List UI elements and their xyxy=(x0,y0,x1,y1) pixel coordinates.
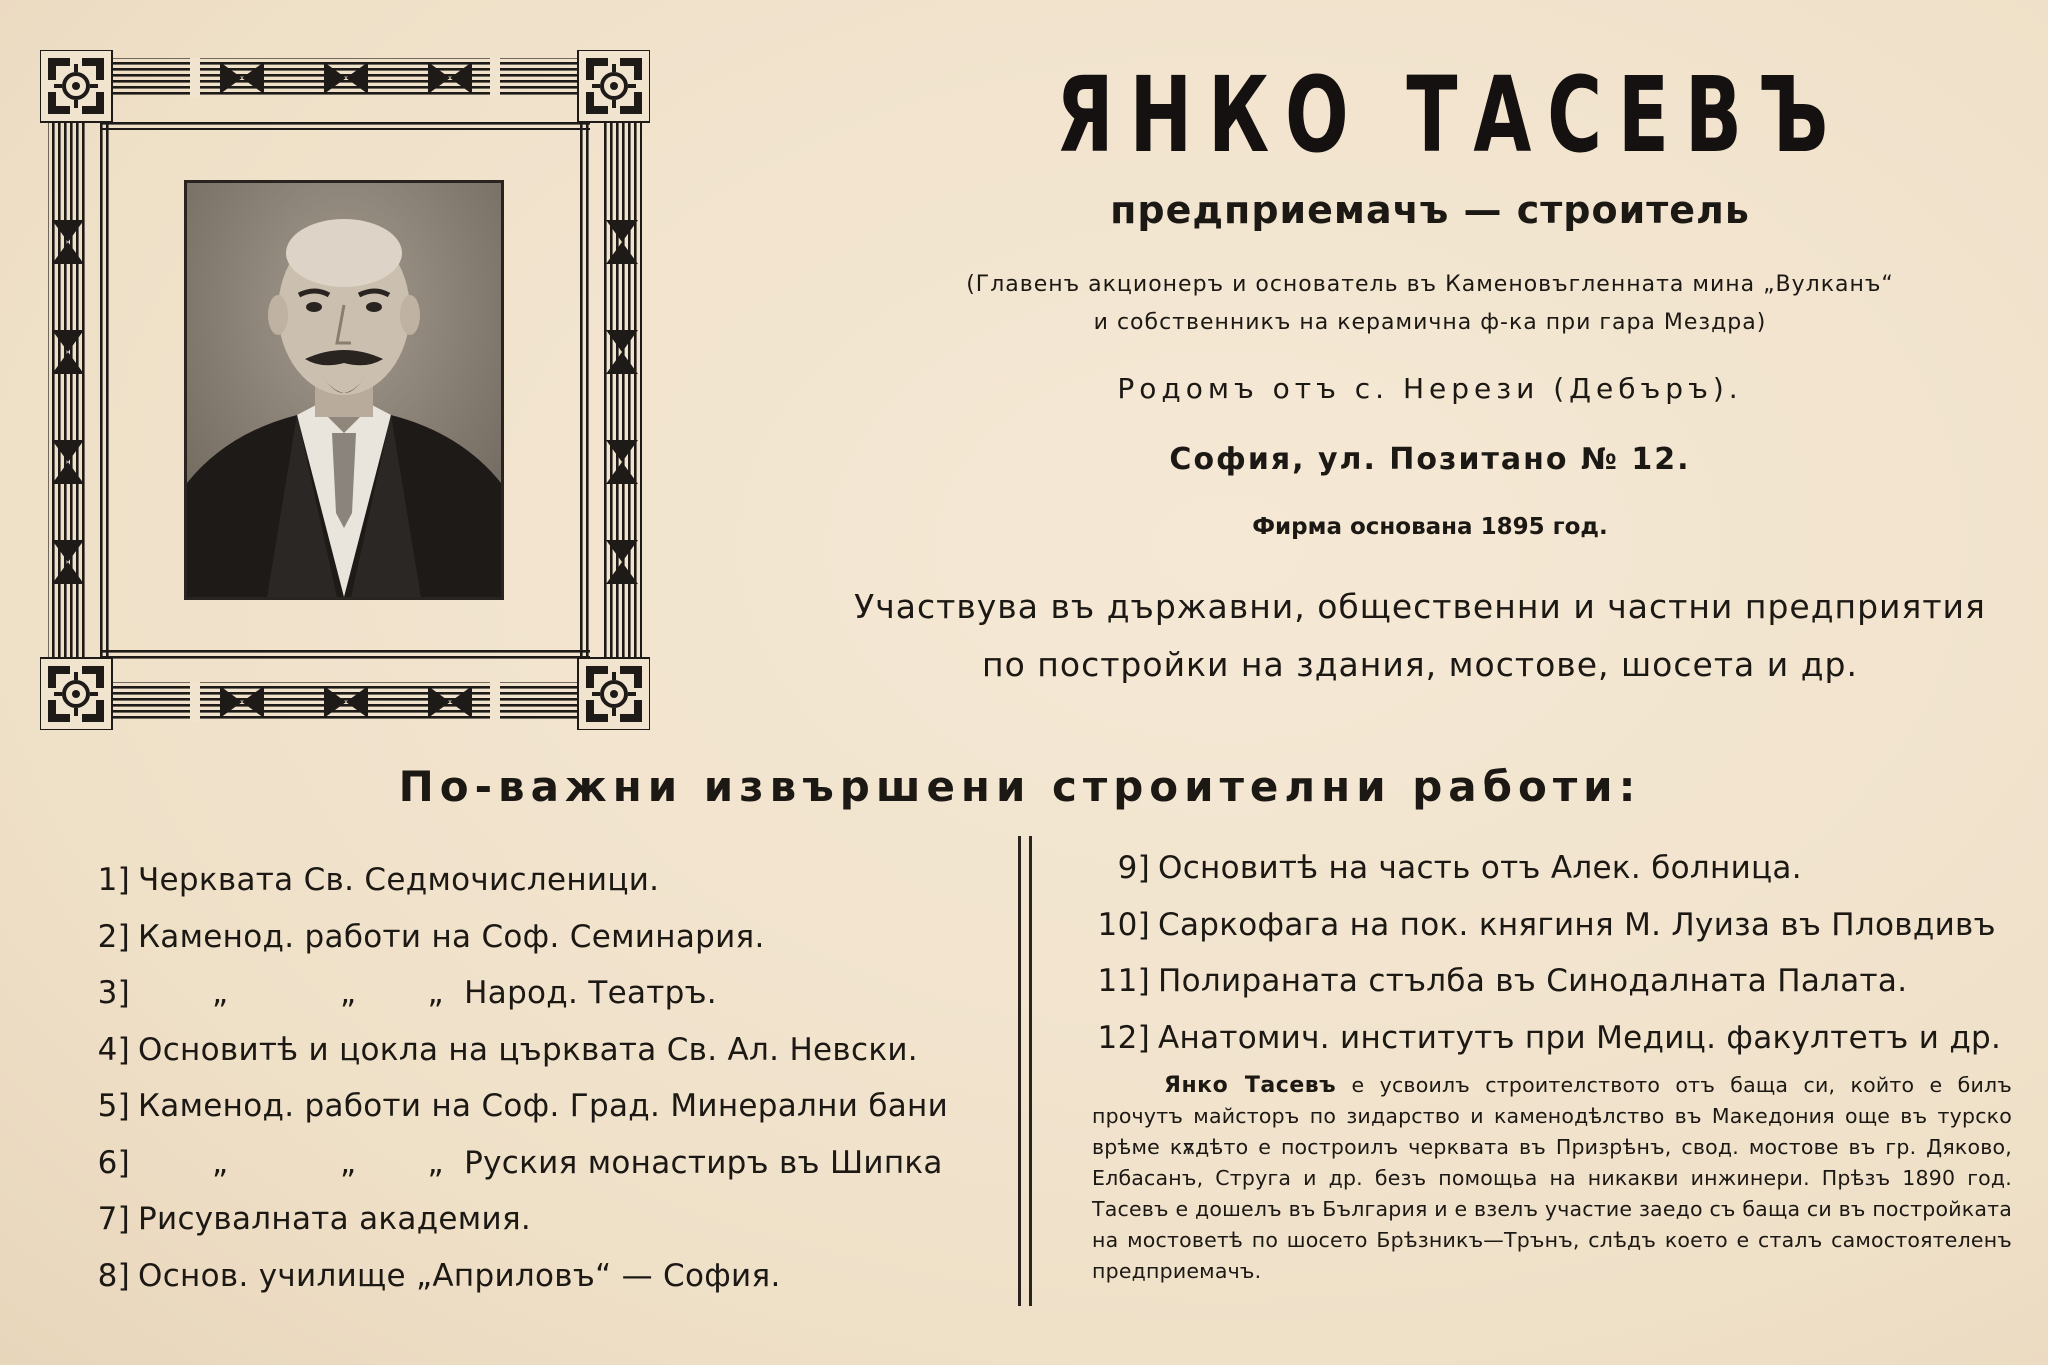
item-number: 11] xyxy=(1097,963,1150,999)
list-item xyxy=(86,1248,1006,1305)
participation-line-2: по постройки на здания, мостове, шосета и др. xyxy=(982,645,1858,684)
origin-line: Родомъ отъ с. Нерези (Дебъръ). xyxy=(1117,372,1743,405)
item-number: 10] xyxy=(1097,906,1150,943)
item-number: 3] xyxy=(97,975,130,1011)
list-item xyxy=(86,852,1006,909)
list-item xyxy=(86,965,1006,1022)
list-item xyxy=(86,1022,1006,1079)
list-item xyxy=(86,1191,1006,1248)
item-text: Черквата Св. Седмочисленици. xyxy=(138,862,660,898)
list-item xyxy=(86,909,1006,966)
list-item xyxy=(1090,953,2010,1010)
item-number: 2] xyxy=(97,918,130,955)
item-text: Основитѣ на часть отъ Алек. болница. xyxy=(1158,850,1802,886)
list-item xyxy=(1090,897,2010,954)
item-text: „ „ „ Народ. Театръ. xyxy=(212,975,717,1011)
item-number: 5] xyxy=(97,1088,130,1124)
works-heading: По-важни извършени строителни работи: xyxy=(398,762,1642,811)
parenthetical-note xyxy=(860,266,2000,342)
item-text: „ „ „ Руския монастиръ въ Шипка xyxy=(212,1144,943,1181)
item-number: 12] xyxy=(1097,1019,1150,1056)
item-text: Каменод. работи на Соф. Семинария. xyxy=(138,918,765,955)
bio-name: Янко Тасевъ xyxy=(1164,1073,1337,1098)
item-text: Полираната стълба въ Синодалната Палата. xyxy=(1158,963,1908,999)
works-list-left xyxy=(86,852,1006,1304)
item-text: Основ. училище „Априловъ“ — София. xyxy=(138,1257,781,1294)
column-divider xyxy=(1018,836,1038,1306)
founded-line: Фирма основана 1895 год. xyxy=(1252,514,1608,540)
portrait-illustration xyxy=(187,183,501,597)
address-line: София, ул. Позитано № 12. xyxy=(1169,442,1691,477)
participation-line-1: Участвува въ държавни, общественни и частни предприятия xyxy=(854,587,1986,626)
profession-line: предприемачъ — строитель xyxy=(1110,188,1750,232)
item-text: Каменод. работи на Соф. Град. Минерални бани xyxy=(138,1088,949,1124)
page-title: ЯНКО ТАСЕВЪ xyxy=(1055,54,1845,176)
portrait-photo xyxy=(184,180,504,600)
item-text: Саркофага на пок. княгиня М. Луиза въ Пловдивъ xyxy=(1158,906,1996,943)
item-number: 9] xyxy=(1117,850,1150,886)
parenthetical-line-1: (Главенъ акционеръ и основатель въ Каменовъгленната мина „Вулканъ“ xyxy=(966,272,1894,297)
participation-text xyxy=(840,578,2000,694)
item-number: 7] xyxy=(97,1201,130,1237)
item-number: 1] xyxy=(97,862,130,898)
item-text: Анатомич. институтъ при Медиц. факултетъ и др. xyxy=(1158,1019,2002,1056)
list-item xyxy=(86,1078,1006,1135)
list-item xyxy=(1090,840,2010,897)
works-list-right xyxy=(1090,840,2010,1066)
biography-paragraph xyxy=(1092,1070,2012,1287)
bio-text: е усвоилъ строителството отъ баща си, който е билъ прочутъ майсторъ по зидарство и каменодѣлство въ Македония още въ турско врѣме кѫдѣто е построилъ черквата въ Призрѣнъ, свод. мостове въ гр. Дяково, Елбасанъ, Струга и др. безъ помощьа на никакви инжинери. Прѣзъ 1890 год. Тасевъ е дошелъ въ България и е взелъ участие заедо съ баща си въ постройката на мостоветѣ по шосето Брѣзникъ—Трънъ, слѣдъ което е сталъ самостоятеленъ предприемачъ. xyxy=(1092,1073,2013,1283)
item-number: 4] xyxy=(97,1031,130,1068)
item-number: 6] xyxy=(97,1144,130,1181)
item-number: 8] xyxy=(97,1257,130,1294)
list-item xyxy=(1090,1010,2010,1067)
item-text: Рисувалната академия. xyxy=(138,1201,532,1237)
item-text: Основитѣ и цокла на църквата Св. Ал. Невски. xyxy=(138,1031,918,1068)
list-item xyxy=(86,1135,1006,1192)
parenthetical-line-2: и собственникъ на керамична ф-ка при гара Мездра) xyxy=(1093,310,1767,335)
